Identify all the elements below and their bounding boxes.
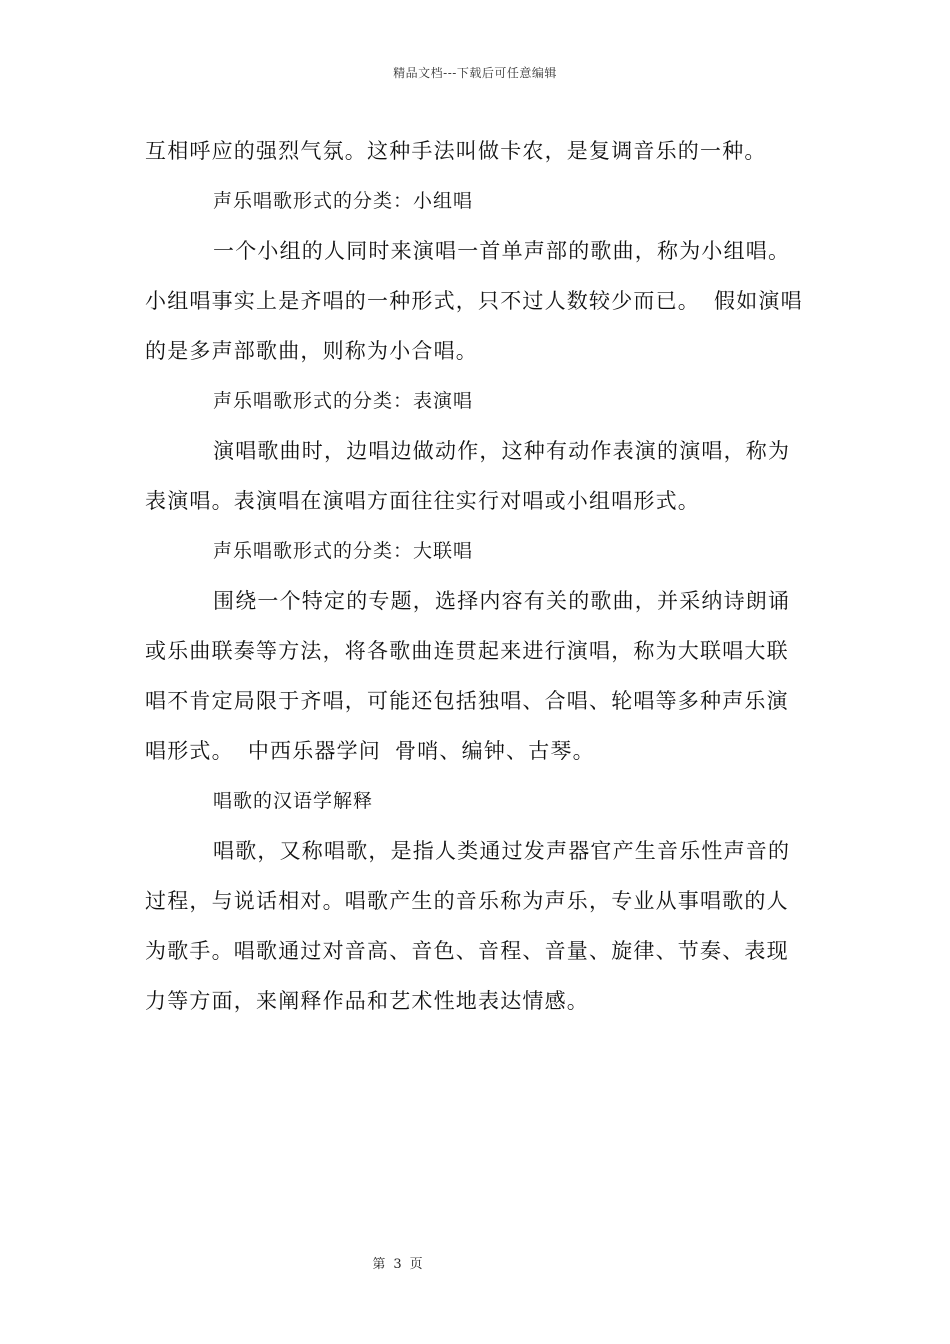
page-number-prefix: 第 [372,1257,386,1272]
paragraph-line: 演唱歌曲时，边唱边做动作，这种有动作表演的演唱，称为 [213,439,791,463]
paragraph-line: 唱歌，又称唱歌，是指人类通过发声器官产生音乐性声音的 [213,839,791,863]
page-number-suffix: 页 [409,1257,423,1272]
text-run: 中西乐器学问 [247,739,382,763]
section-heading-medley: 声乐唱歌形式的分类：大联唱 [213,540,474,562]
page-header: 精品文档---下载后可任意编辑 [393,66,557,80]
paragraph-line [145,726,810,776]
document-body [145,126,810,1026]
text-run: 小组唱事实上是齐唱的一种形式，只不过人数较少而已。 [145,289,700,313]
page-footer [0,1253,795,1272]
text-run: 唱形式。 [145,739,234,763]
section-heading-small-group: 声乐唱歌形式的分类：小组唱 [213,190,474,212]
paragraph-line: 一个小组的人同时来演唱一首单声部的歌曲，称为小组唱。 [213,239,791,263]
paragraph-line: 或乐曲联奏等方法，将各歌曲连贯起来进行演唱，称为大联唱大联 [145,639,789,663]
text-run: 骨哨、编钟、古琴。 [395,739,595,763]
text-run: 假如演唱 [714,289,803,313]
paragraph-line: 的是多声部歌曲，则称为小合唱。 [145,339,478,363]
paragraph-line: 围绕一个特定的专题，选择内容有关的歌曲，并采纳诗朗诵 [213,589,791,613]
paragraph-line: 表演唱。表演唱在演唱方面往往实行对唱或小组唱形式。 [145,489,700,513]
paragraph-line: 互相呼应的强烈气氛。这种手法叫做卡农，是复调音乐的一种。 [145,139,767,163]
paragraph-line: 为歌手。唱歌通过对音高、音色、音程、音量、旋律、节奏、表现 [145,939,789,963]
page-number: 3 [393,1257,402,1272]
section-heading-definition: 唱歌的汉语学解释 [213,790,374,812]
paragraph-line: 过程，与说话相对。唱歌产生的音乐称为声乐，专业从事唱歌的人 [145,889,789,913]
paragraph-line [145,276,810,326]
section-heading-performance: 声乐唱歌形式的分类：表演唱 [213,390,474,412]
paragraph-line: 力等方面，来阐释作品和艺术性地表达情感。 [145,989,589,1013]
paragraph-line: 唱不肯定局限于齐唱，可能还包括独唱、合唱、轮唱等多种声乐演 [145,689,789,713]
